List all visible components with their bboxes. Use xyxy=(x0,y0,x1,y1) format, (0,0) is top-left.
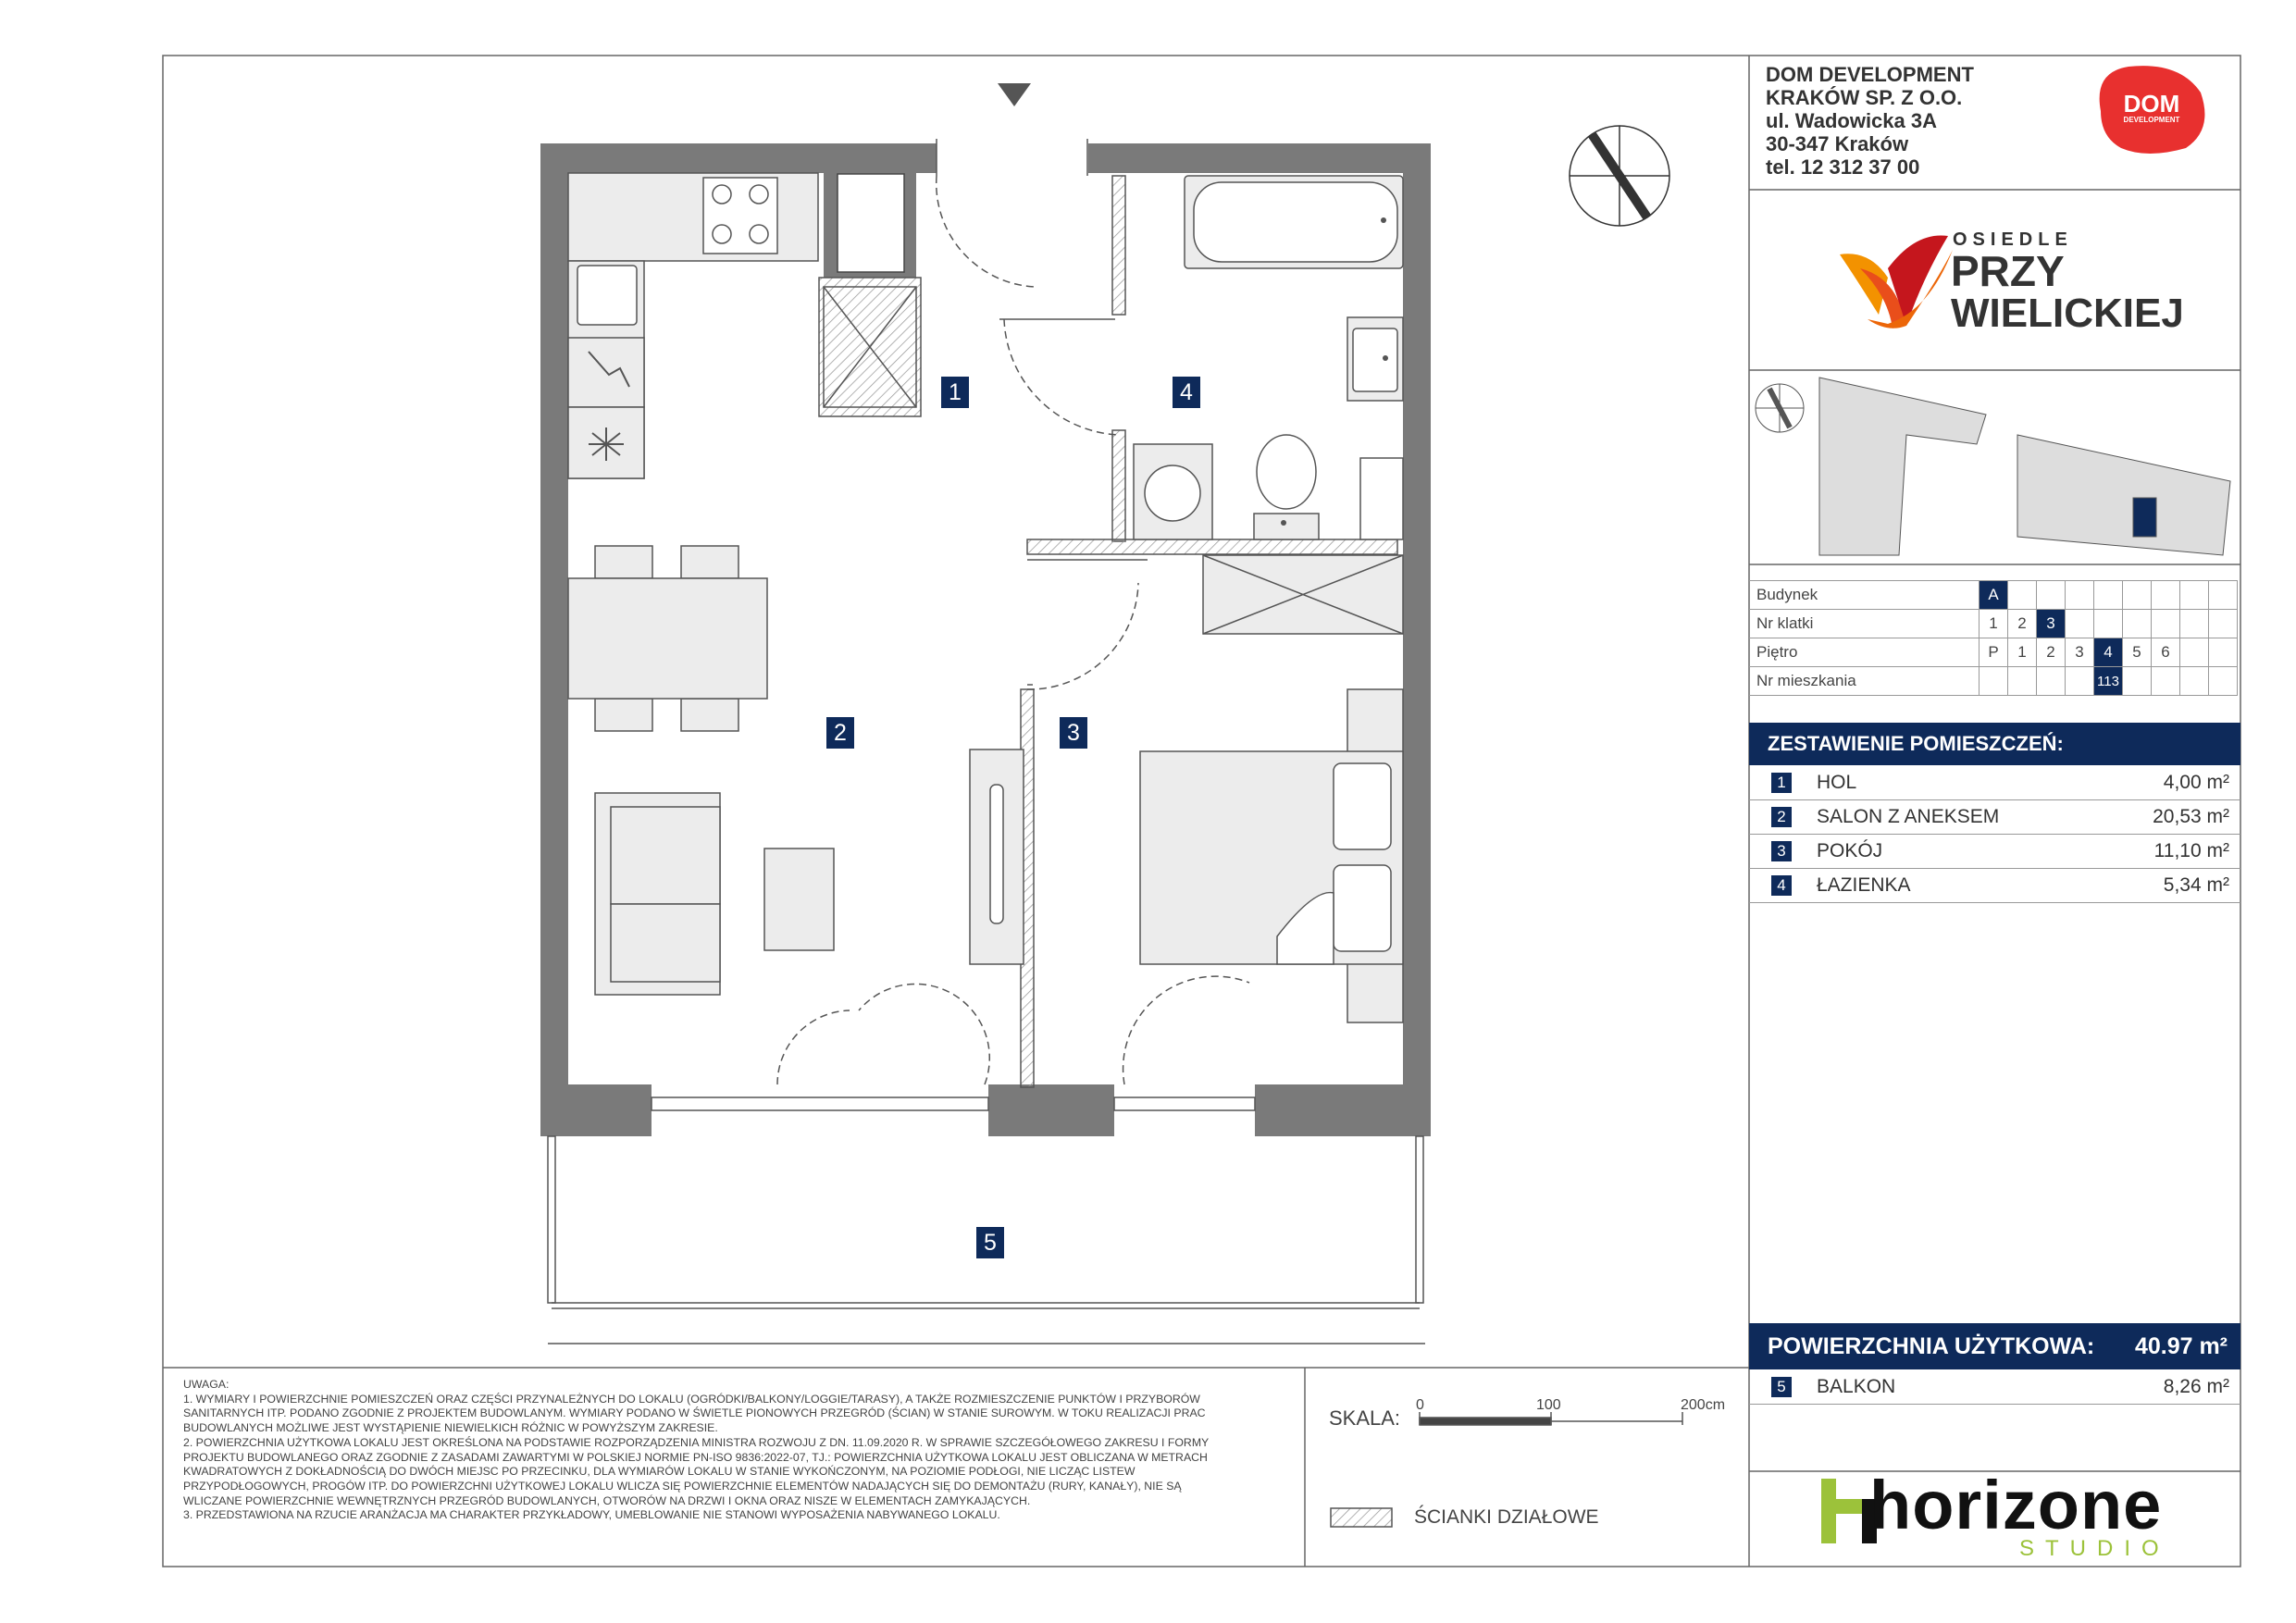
notes xyxy=(183,1378,1294,1523)
location-cell xyxy=(2152,610,2180,638)
bed xyxy=(1140,689,1403,1022)
entrance-arrow-icon xyxy=(998,83,1031,106)
company-line: tel. 12 312 37 00 xyxy=(1766,155,1920,179)
location-row xyxy=(1749,638,2238,667)
legend-label: ŚCIANKI DZIAŁOWE xyxy=(1414,1506,1599,1528)
scale-bar xyxy=(1420,1412,1682,1425)
room-label-pokoj: 3 xyxy=(1060,717,1087,749)
compass-icon xyxy=(1570,126,1669,226)
location-cell: 3 xyxy=(2037,610,2066,638)
estate-line2: WIELICKIEJ xyxy=(1951,291,2184,336)
osiedle-logo-icon xyxy=(1840,235,1953,328)
room-label-hol: 1 xyxy=(941,377,969,408)
horizone-studio: STUDIO xyxy=(2019,1536,2170,1561)
estate-line1: PRZY xyxy=(1951,247,2065,295)
note-line: 1. WYMIARY I POWIERZCHNIE POMIESZCZEŃ ORAZ CZĘŚCI PRZYNALEŻNYCH DO LOKALU (OGRÓDKI/BALKONY/LOGGIE/TARASY), A TAKŻE ROZMIESZCZENIE PUNKTÓW I PRZYBORÓW xyxy=(183,1392,1200,1406)
location-cell xyxy=(2180,667,2209,696)
site-plan-thumbnail xyxy=(1756,378,2230,555)
room-name: HOL xyxy=(1817,772,1857,793)
room-name: ŁAZIENKA xyxy=(1817,874,1911,896)
room-label-balkon: 5 xyxy=(976,1227,1004,1258)
dom-logo-text xyxy=(2101,90,2203,126)
note-line: UWAGA: xyxy=(183,1378,230,1391)
scale-tick: 200cm xyxy=(1681,1397,1726,1413)
note-line: PROJEKTU BUDOWLANEGO ORAZ ZGODNIE Z ZASADAMI ZAWARTYMI W POLSKIEJ NORMIE PN-ISO 9836:2022-07, TJ.: POWIERZCHNIA UŻYTKOWA LOKALU JEST OBLICZANA W METRACH xyxy=(183,1450,1208,1464)
location-cell: A xyxy=(1980,581,2008,610)
wardrobe xyxy=(970,750,1024,964)
room-row xyxy=(1749,869,2240,903)
room-row xyxy=(1749,766,2240,800)
location-cell: 1 xyxy=(2008,638,2037,667)
location-cell: 2 xyxy=(2037,638,2066,667)
note-line: BUDOWLANYCH MOŻLIWE JEST WYSTĄPIENIE NIEWIELKICH RÓŻNIC W POWYŻSZYM ZAKRESIE. xyxy=(183,1421,718,1435)
room-row xyxy=(1749,800,2240,835)
location-cell xyxy=(2123,581,2152,610)
location-cell xyxy=(2008,667,2037,696)
note-line: SANITARNYCH ITP. PODANO ZGODNIE Z PROJEKTEM BUDOWLANYM. WYMIARY PODANO W ŚWIETLE PIONOWYCH PRZEGRÓD (ŚCIAN) W STANIE SUROWYM. W TOKU REALIZACJI PRAC xyxy=(183,1406,1206,1420)
room-area: 11,10 m² xyxy=(2153,840,2229,861)
note-line: WLICZANE POWIERZCHNIE WEWNĘTRZNYCH PRZEGRÓD BUDOWLANYCH, OTWORÓW NA DRZWI I OKNA ORAZ NISZE W ELEMENTACH ZAMYKAJĄCYCH. xyxy=(183,1493,1031,1507)
note-line: 2. POWIERZCHNIA UŻYTKOWA LOKALU JEST OKREŚLONA NA PODSTAWIE ROZPORZĄDZENIA MINISTRA ROZWOJU Z DN. 11.09.2020 R. W SPRAWIE SZCZEGÓŁOWEGO ZAKRESU I FORMY xyxy=(183,1435,1210,1449)
location-cell xyxy=(2037,667,2066,696)
location-cell xyxy=(2094,610,2123,638)
company-line: DOM DEVELOPMENT xyxy=(1766,63,1974,86)
location-cell: 4 xyxy=(2094,638,2123,667)
location-cell: 3 xyxy=(2066,638,2094,667)
note-line: 3. PRZEDSTAWIONA NA RZUCIE ARANŻACJA MA CHARAKTER PRZYKŁADOWY, UMEBLOWANIE NIE STANOWI WYPOSAŻENIA NABYWANEGO LOKALU. xyxy=(183,1508,1000,1522)
location-cell xyxy=(2180,581,2209,610)
scale-label: SKALA: xyxy=(1329,1406,1401,1430)
balcony-name: BALKON xyxy=(1817,1376,1896,1397)
location-grid xyxy=(1749,580,2238,696)
room-name: SALON Z ANEKSEM xyxy=(1817,806,2000,827)
dom-logo-bottom: DEVELOPMENT xyxy=(2123,116,2180,124)
location-row xyxy=(1749,610,2238,638)
room-number: 1 xyxy=(1771,773,1792,793)
location-row xyxy=(1749,581,2238,610)
location-cell xyxy=(2152,667,2180,696)
dining-table xyxy=(568,546,767,731)
company-address xyxy=(1766,63,1974,179)
location-cell: 5 xyxy=(2123,638,2152,667)
location-cell xyxy=(2209,581,2238,610)
location-cell xyxy=(2209,667,2238,696)
company-line: ul. Wadowicka 3A xyxy=(1766,109,1938,132)
room-area: 5,34 m² xyxy=(2163,874,2229,896)
balcony-number: 5 xyxy=(1771,1377,1792,1397)
location-cell xyxy=(2209,610,2238,638)
estate-sub: OSIEDLE xyxy=(1953,229,2073,250)
location-cell: 113 xyxy=(2094,667,2123,696)
room-name: POKÓJ xyxy=(1817,840,1883,861)
location-row-label: Budynek xyxy=(1749,581,1980,610)
location-cell xyxy=(2209,638,2238,667)
room-number: 4 xyxy=(1771,875,1792,896)
location-row-label: Piętro xyxy=(1749,638,1980,667)
note-line: KWADRATOWYCH Z DOKŁADNOŚCIĄ DO DWÓCH MIEJSC PO PRZECINKU, DLA WYMIARÓW LOKALU W STANIE WYKOŃCZONYM, NA POZIOMIE PODŁOGI, NIE LICZĄC LISTEW xyxy=(183,1465,1136,1479)
location-cell xyxy=(2123,610,2152,638)
location-cell xyxy=(2037,581,2066,610)
room-area: 4,00 m² xyxy=(2163,772,2229,793)
room-label-lazienka: 4 xyxy=(1173,377,1200,408)
location-cell xyxy=(2008,581,2037,610)
usable-area-label: POWIERZCHNIA UŻYTKOWA: xyxy=(1768,1333,2095,1359)
usable-area-total xyxy=(1749,1323,2240,1369)
location-row-label: Nr klatki xyxy=(1749,610,1980,638)
scale-tick: 100 xyxy=(1536,1397,1561,1413)
location-cell: 1 xyxy=(1980,610,2008,638)
location-cell xyxy=(2152,581,2180,610)
room-row xyxy=(1749,835,2240,869)
balcony-area: 8,26 m² xyxy=(2163,1376,2229,1397)
rooms-header: ZESTAWIENIE POMIESZCZEŃ: xyxy=(1749,723,2240,765)
dom-logo-top: DOM xyxy=(2123,90,2180,118)
company-line: KRAKÓW SP. Z O.O. xyxy=(1766,86,1963,109)
note-line: PRZYPODŁOGOWYCH, PROGÓW ITP. DO POWIERZCHNI UŻYTKOWEJ LOKALU WLICZA SIĘ POWIERZCHNIE ELEMENTÓW NADAJĄCYCH SIĘ DO DEMONTAŻU (RURY, KANAŁY), NIE SĄ xyxy=(183,1479,1182,1493)
location-cell xyxy=(2123,667,2152,696)
balcony-row xyxy=(1749,1370,2240,1405)
location-row-label: Nr mieszkania xyxy=(1749,667,1980,696)
horizone-logo-icon xyxy=(1821,1479,1877,1543)
location-cell xyxy=(2066,667,2094,696)
location-cell xyxy=(2066,610,2094,638)
room-area: 20,53 m² xyxy=(2153,806,2229,827)
location-row xyxy=(1749,667,2238,696)
company-line: 30-347 Kraków xyxy=(1766,132,1909,155)
location-cell: 6 xyxy=(2152,638,2180,667)
location-cell: P xyxy=(1980,638,2008,667)
room-label-salon: 2 xyxy=(826,717,854,749)
usable-area-value: 40.97 m² xyxy=(2134,1333,2228,1359)
location-cell xyxy=(1980,667,2008,696)
room-number: 3 xyxy=(1771,841,1792,861)
room-number: 2 xyxy=(1771,807,1792,827)
location-cell xyxy=(2094,581,2123,610)
scale-tick: 0 xyxy=(1416,1397,1424,1413)
partition-legend-swatch xyxy=(1331,1508,1392,1527)
rooms-list xyxy=(1749,766,2240,903)
location-cell: 2 xyxy=(2008,610,2037,638)
location-cell xyxy=(2180,638,2209,667)
sofa xyxy=(595,793,834,995)
location-cell xyxy=(2180,610,2209,638)
windows xyxy=(652,1097,1255,1110)
location-cell xyxy=(2066,581,2094,610)
horizone-word: horizone xyxy=(1869,1467,2163,1543)
